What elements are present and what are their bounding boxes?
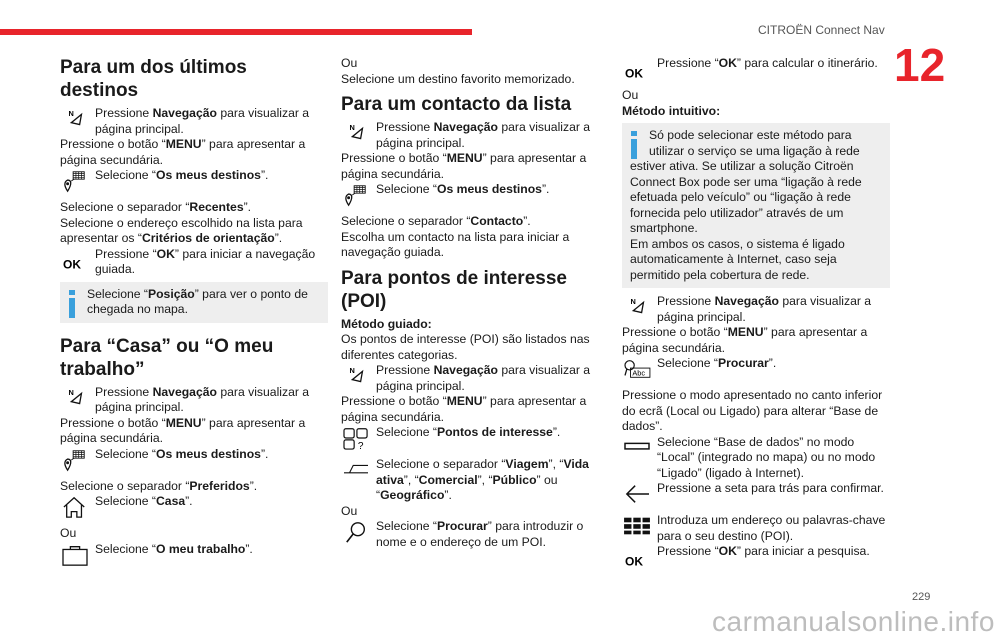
instruction-step	[622, 294, 890, 325]
text-segment: Introduza um endereço ou palavras-chave para o seu destino (POI).	[657, 513, 886, 543]
paragraph	[341, 56, 609, 72]
bold-text: MENU	[727, 325, 764, 339]
text-segment: ”, “	[548, 457, 564, 471]
text-segment: ” para ver o ponto de chegada no mapa.	[87, 286, 308, 316]
text-segment: Pressione o botão “	[60, 415, 166, 430]
paragraph	[60, 216, 328, 247]
info-icon	[68, 290, 77, 318]
text-segment: Pressione “	[95, 246, 157, 261]
home-icon	[60, 495, 90, 519]
text-segment: Selecione o separador “	[376, 457, 506, 471]
section-heading: Para pontos de interesse (POI)	[341, 267, 567, 312]
paragraph	[341, 72, 609, 88]
instruction-step	[622, 481, 890, 507]
instruction-step	[60, 106, 328, 137]
bold-text: Navegação	[152, 106, 217, 120]
text-segment: para visualizar a página principal.	[376, 363, 591, 393]
bold-text: O meu trabalho	[155, 541, 246, 556]
text-segment: Selecione “	[376, 182, 437, 196]
text-segment: Pressione	[657, 294, 715, 308]
text-segment: ”.	[243, 200, 252, 214]
svg-text:N: N	[349, 366, 355, 376]
instruction-step	[60, 385, 328, 416]
bold-text: Preferidos	[189, 478, 250, 493]
text-segment: Selecione “	[95, 494, 156, 508]
bold-text: Posição	[147, 286, 195, 301]
paragraph	[341, 504, 609, 520]
navigation-icon	[60, 386, 90, 410]
instruction-step	[60, 494, 328, 520]
text-segment: ” ou “	[376, 472, 558, 502]
instruction-step	[341, 457, 609, 504]
briefcase-icon	[60, 543, 90, 567]
text-segment: ”.	[245, 541, 253, 556]
text-segment: Selecione um destino favorito memorizado.	[341, 71, 575, 86]
svg-text:N: N	[349, 123, 355, 133]
paragraph	[622, 104, 890, 120]
text-segment: ”.	[260, 168, 269, 182]
text-segment: ” para apresentar a página secundária.	[60, 415, 306, 445]
text-segment: ”, “	[477, 472, 493, 487]
paragraph	[622, 388, 890, 435]
text-segment: Pressione “	[657, 544, 719, 558]
instruction-step	[622, 513, 890, 544]
bold-text: Os meus destinos	[436, 182, 542, 196]
text-segment: Selecione “	[657, 356, 718, 370]
text-segment: para visualizar a página principal.	[95, 384, 310, 414]
bold-text: Navegação	[152, 384, 217, 399]
text-segment: Selecione “	[95, 446, 156, 461]
text-segment: ”.	[768, 356, 777, 370]
column-3	[622, 56, 890, 570]
bold-text: MENU	[165, 137, 202, 151]
instruction-step	[341, 519, 609, 550]
instruction-step	[341, 182, 609, 208]
bold-text: Critérios de orientação	[141, 231, 275, 245]
paragraph	[60, 137, 328, 168]
text-segment: Selecione “Base de dados” no modo “Local” (integrado no mapa) ou no modo “Ligado” (ligado à Internet).	[657, 434, 876, 480]
svg-text:OK: OK	[625, 554, 643, 569]
text-segment: ”.	[260, 446, 269, 461]
text-segment: ”.	[541, 182, 550, 196]
bold-text: Pontos de interesse	[436, 425, 553, 439]
instruction-step	[60, 447, 328, 473]
search-icon	[341, 520, 371, 544]
paragraph	[341, 151, 609, 182]
search-abc-icon	[622, 357, 652, 381]
instruction-step	[622, 356, 890, 382]
bold-text: Procurar	[717, 356, 769, 370]
bold-text: Navegação	[433, 120, 498, 134]
bold-text: Viagem	[505, 457, 549, 471]
bold-text: MENU	[165, 415, 202, 430]
bold-text: Público	[492, 472, 537, 487]
column-1	[60, 56, 328, 568]
text-segment: Pressione	[95, 106, 153, 120]
text-segment: Pressione o botão “	[622, 325, 728, 339]
text-segment: ” para calcular o itinerário.	[736, 56, 878, 70]
section-heading: Para um contacto da lista	[341, 94, 572, 115]
instruction-step	[341, 425, 609, 451]
bold-text: MENU	[446, 151, 483, 165]
my-destinations-icon	[341, 183, 371, 207]
text-segment: Pressione o botão “	[341, 151, 447, 165]
svg-text:N: N	[68, 109, 74, 119]
navigation-icon	[341, 121, 371, 145]
instruction-step	[60, 247, 328, 278]
instruction-step	[622, 544, 890, 570]
text-segment: Selecione o separador “	[60, 478, 190, 493]
bold-text: Procurar	[436, 519, 488, 533]
instruction-step	[60, 542, 328, 568]
bold-text: Navegação	[433, 363, 498, 377]
navigation-icon	[622, 295, 652, 319]
text-segment: ”.	[444, 488, 452, 502]
bold-text: Comercial	[418, 472, 478, 487]
chapter-number: 12	[894, 39, 946, 91]
text-segment: Selecione “	[95, 541, 156, 556]
paragraph	[60, 200, 328, 216]
bold-text: Vida ativa	[376, 457, 589, 487]
column-2	[341, 56, 609, 550]
text-segment: Selecione “	[87, 286, 148, 301]
paragraph	[341, 332, 609, 363]
bold-text: Contacto	[470, 214, 524, 228]
running-title: CITROËN Connect Nav	[758, 23, 885, 37]
text-segment: Selecione o separador “	[341, 214, 471, 228]
text-segment: Selecione o separador “	[60, 200, 190, 214]
text-segment: ” para apresentar a página secundária.	[60, 137, 306, 167]
bold-text: OK	[718, 56, 737, 70]
text-segment: ”.	[274, 231, 283, 245]
points-of-interest-icon	[341, 426, 371, 453]
paragraph	[622, 325, 890, 356]
text-segment: ” para introduzir o nome e o endereço de um POI.	[376, 519, 584, 549]
paragraph	[60, 526, 328, 542]
info-note	[622, 123, 890, 288]
bold-text: Os meus destinos	[155, 168, 261, 182]
text-segment: Pressione o botão “	[341, 394, 447, 408]
navigation-icon	[341, 364, 371, 388]
page-number: 229	[912, 591, 931, 603]
paragraph	[341, 317, 609, 333]
bold-text: Geográfico	[380, 488, 445, 502]
text-segment: ” para iniciar a navegação guiada.	[95, 246, 316, 276]
note-text	[630, 128, 862, 282]
bold-text: Casa	[155, 494, 186, 508]
instruction-step	[622, 56, 890, 82]
my-destinations-icon	[60, 448, 90, 472]
info-icon	[630, 131, 639, 159]
bold-text: MENU	[446, 394, 483, 408]
back-arrow-icon	[622, 482, 652, 506]
text-segment: ” para apresentar a página secundária.	[341, 151, 587, 181]
text-segment: Os pontos de interesse (POI) são listados nas diferentes categorias.	[341, 332, 590, 362]
tab-icon	[341, 458, 371, 482]
text-segment: Selecione o endereço escolhido na lista para apresentar os “	[60, 215, 303, 245]
section-heading: Para “Casa” ou “O meu trabalho”	[60, 335, 274, 380]
text-segment: Ou	[60, 526, 77, 540]
svg-text:?: ?	[357, 441, 364, 453]
text-segment: Pressione	[376, 363, 434, 377]
text-segment: Ou	[341, 56, 358, 70]
paragraph	[341, 230, 609, 261]
instruction-step	[341, 120, 609, 151]
svg-text:N: N	[68, 387, 74, 397]
text-segment: Ou	[622, 88, 639, 102]
text-segment: ”.	[249, 478, 258, 493]
text-segment: para visualizar a página principal.	[95, 106, 310, 136]
bold-text: OK	[718, 544, 737, 558]
instruction-step	[60, 168, 328, 194]
text-segment: ”, “	[403, 472, 419, 487]
text-segment: Pressione o botão “	[60, 137, 166, 151]
paragraph	[341, 394, 609, 425]
text-segment: ”.	[185, 494, 193, 508]
text-segment: ”.	[552, 425, 561, 439]
text-segment: Escolha um contacto na lista para iniciar a navegação guiada.	[341, 229, 570, 259]
info-note	[60, 282, 328, 323]
bold-text: OK	[156, 246, 175, 261]
header-red-bar	[0, 29, 472, 35]
bold-text: Recentes	[189, 200, 244, 214]
bold-text: Os meus destinos	[155, 446, 261, 461]
text-segment: ” para iniciar a pesquisa.	[736, 544, 870, 558]
svg-text:N: N	[630, 297, 636, 307]
paragraph	[622, 88, 890, 104]
text-segment: Só pode selecionar este método para utilizar o serviço se uma ligação à rede estiver ativa. Se utilizar a solução Citroën Connect Box pode ser uma “ligação à rede efetuada pelo veículo” ou “ligação à rede fornecida pelo utilizador” através de um smartphone. Em ambos os casos, o sistema é ligado automaticamente à Internet, caso seja permitido pela cobertura de rede.	[630, 128, 862, 282]
ok-icon	[60, 248, 90, 272]
navigation-icon	[60, 107, 90, 131]
my-destinations-icon	[60, 169, 90, 193]
paragraph	[60, 416, 328, 447]
bold-text: Método guiado:	[341, 316, 432, 331]
bold-text: Método intuitivo:	[622, 103, 721, 118]
text-segment: Pressione	[95, 384, 153, 399]
bold-text: Navegação	[714, 294, 779, 308]
text-segment: ” para apresentar a página secundária.	[622, 325, 868, 355]
ok-icon	[622, 545, 652, 569]
text-segment: para visualizar a página principal.	[657, 294, 872, 324]
paragraph	[341, 214, 609, 230]
text-segment: Pressione a seta para trás para confirmar.	[657, 481, 884, 495]
text-segment: Selecione “	[376, 425, 437, 439]
text-segment: ”.	[523, 214, 531, 228]
text-segment: Ou	[341, 503, 358, 518]
instruction-step	[341, 363, 609, 394]
text-segment: Pressione o modo apresentado no canto inferior do ecrã (Local ou Ligado) para alterar “Base de dados”.	[622, 388, 883, 433]
ok-icon	[622, 57, 652, 81]
text-segment: Selecione “	[95, 168, 156, 182]
database-mode-icon	[622, 436, 652, 460]
text-segment: Selecione “	[376, 519, 437, 533]
svg-text:Abc: Abc	[632, 368, 646, 378]
paragraph	[60, 479, 328, 495]
instruction-step	[622, 435, 890, 482]
text-segment: para visualizar a página principal.	[376, 120, 591, 150]
svg-text:OK: OK	[625, 66, 643, 81]
watermark: carmanualsonline.info	[712, 606, 995, 637]
text-segment: ” para apresentar a página secundária.	[341, 394, 587, 424]
note-text	[87, 287, 308, 317]
svg-text:OK: OK	[63, 256, 81, 271]
keyboard-icon	[622, 514, 652, 538]
section-heading: Para um dos últimos destinos	[60, 57, 247, 101]
text-segment: Pressione “	[657, 56, 719, 70]
text-segment: Pressione	[376, 120, 434, 134]
